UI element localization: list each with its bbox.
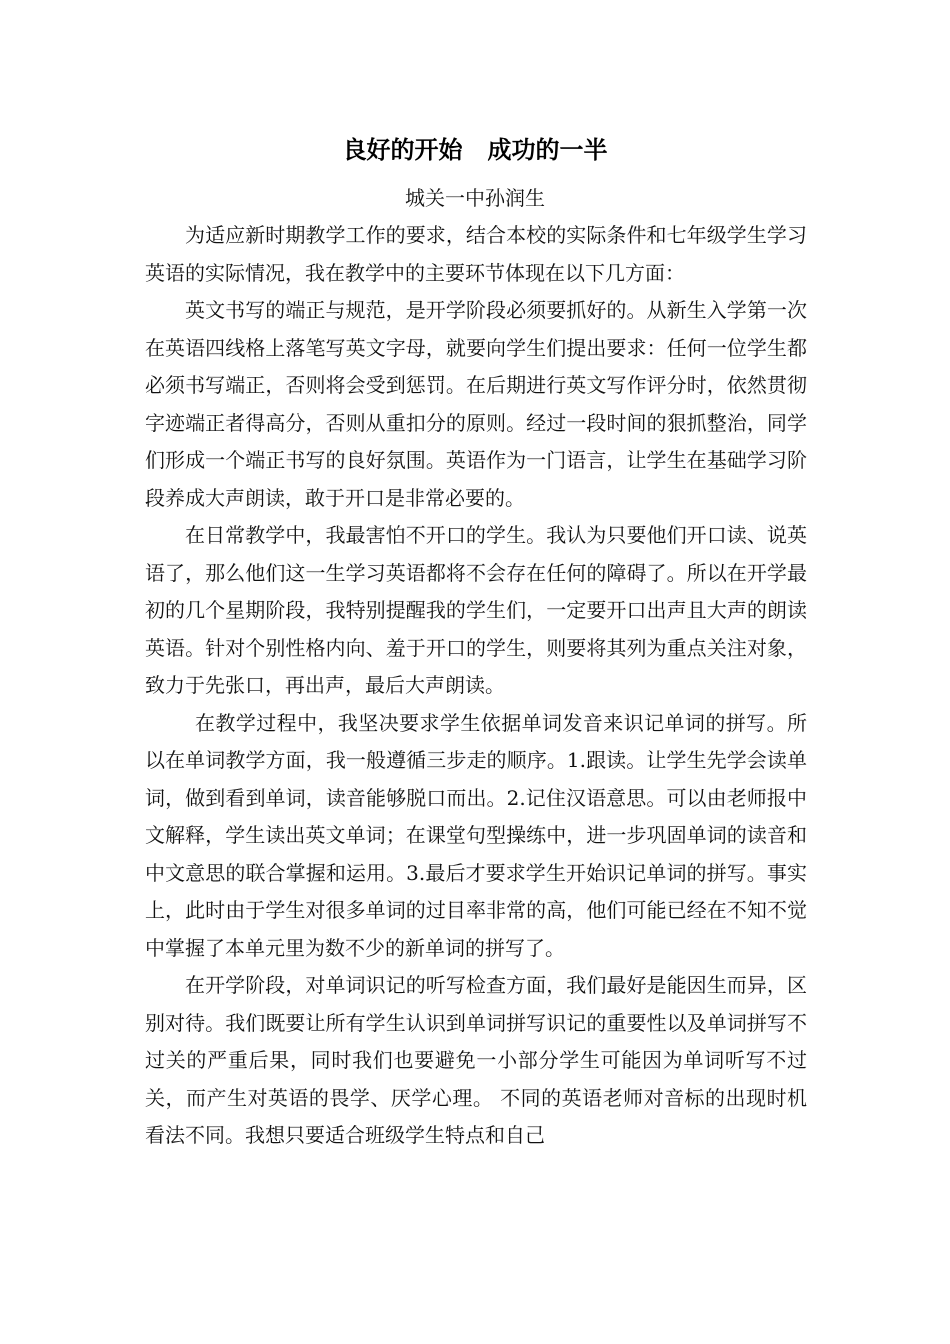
paragraph-word-teaching: 在教学过程中，我坚决要求学生依据单词发音来识记单词的拼写。所以在单词教学方面，我一般遵循三步走的顺序。1.跟读。让学生先学会读单词，做到看到单词，读音能够脱口而出。2.记住汉语意思。可以由老师报中文解释，学生读出英文单词；在课堂句型操练中，进一步巩固单词的读音和中文意思的联合掌握和运用。3.最后才要求学生开始识记单词的拼写。事实上，此时由于学生对很多单词的过目率非常的高，他们可能已经在不知不觉中掌握了本单元里为数不少的新单词的拼写了。 [145,710,807,960]
paragraph-intro: 为适应新时期教学工作的要求，结合本校的实际条件和七年级学生学习英语的实际情况，我在教学中的主要环节体现在以下几方面： [145,223,807,285]
document-title: 良好的开始 成功的一半 [342,136,608,164]
author-line: 城关一中孙润生 [405,186,545,210]
paragraph-dictation: 在开学阶段，对单词识记的听写检查方面，我们最好是能因生而异，区别对待。我们既要让所有学生认识到单词拼写识记的重要性以及单词拼写不过关的严重后果，同时我们也要避免一小部分学生可能因为单词听写不过关，而产生对英语的畏学、厌学心理。 不同的英语老师对音标的出现时机看法不同。我想只要适合班级学生特点和自己 [145,973,807,1147]
document-body [145,217,807,1155]
paragraph-reading-aloud: 在日常教学中，我最害怕不开口的学生。我认为只要他们开口读、说英语了，那么他们这一生学习英语都将不会存在任何的障碍了。所以在开学最初的几个星期阶段，我特别提醒我的学生们，一定要开口出声且大声的朗读英语。针对个别性格内向、羞于开口的学生，则要将其列为重点关注对象，致力于先张口，再出声，最后大声朗读。 [145,523,807,697]
paragraph-handwriting: 英文书写的端正与规范，是开学阶段必须要抓好的。从新生入学第一次在英语四线格上落笔写英文字母，就要向学生们提出要求：任何一位学生都必须书写端正，否则将会受到惩罚。在后期进行英文写作评分时，依然贯彻字迹端正者得高分，否则从重扣分的原则。经过一段时间的狠抓整治，同学们形成一个端正书写的良好氛围。英语作为一门语言，让学生在基础学习阶段养成大声朗读，敢于开口是非常必要的。 [145,298,807,510]
